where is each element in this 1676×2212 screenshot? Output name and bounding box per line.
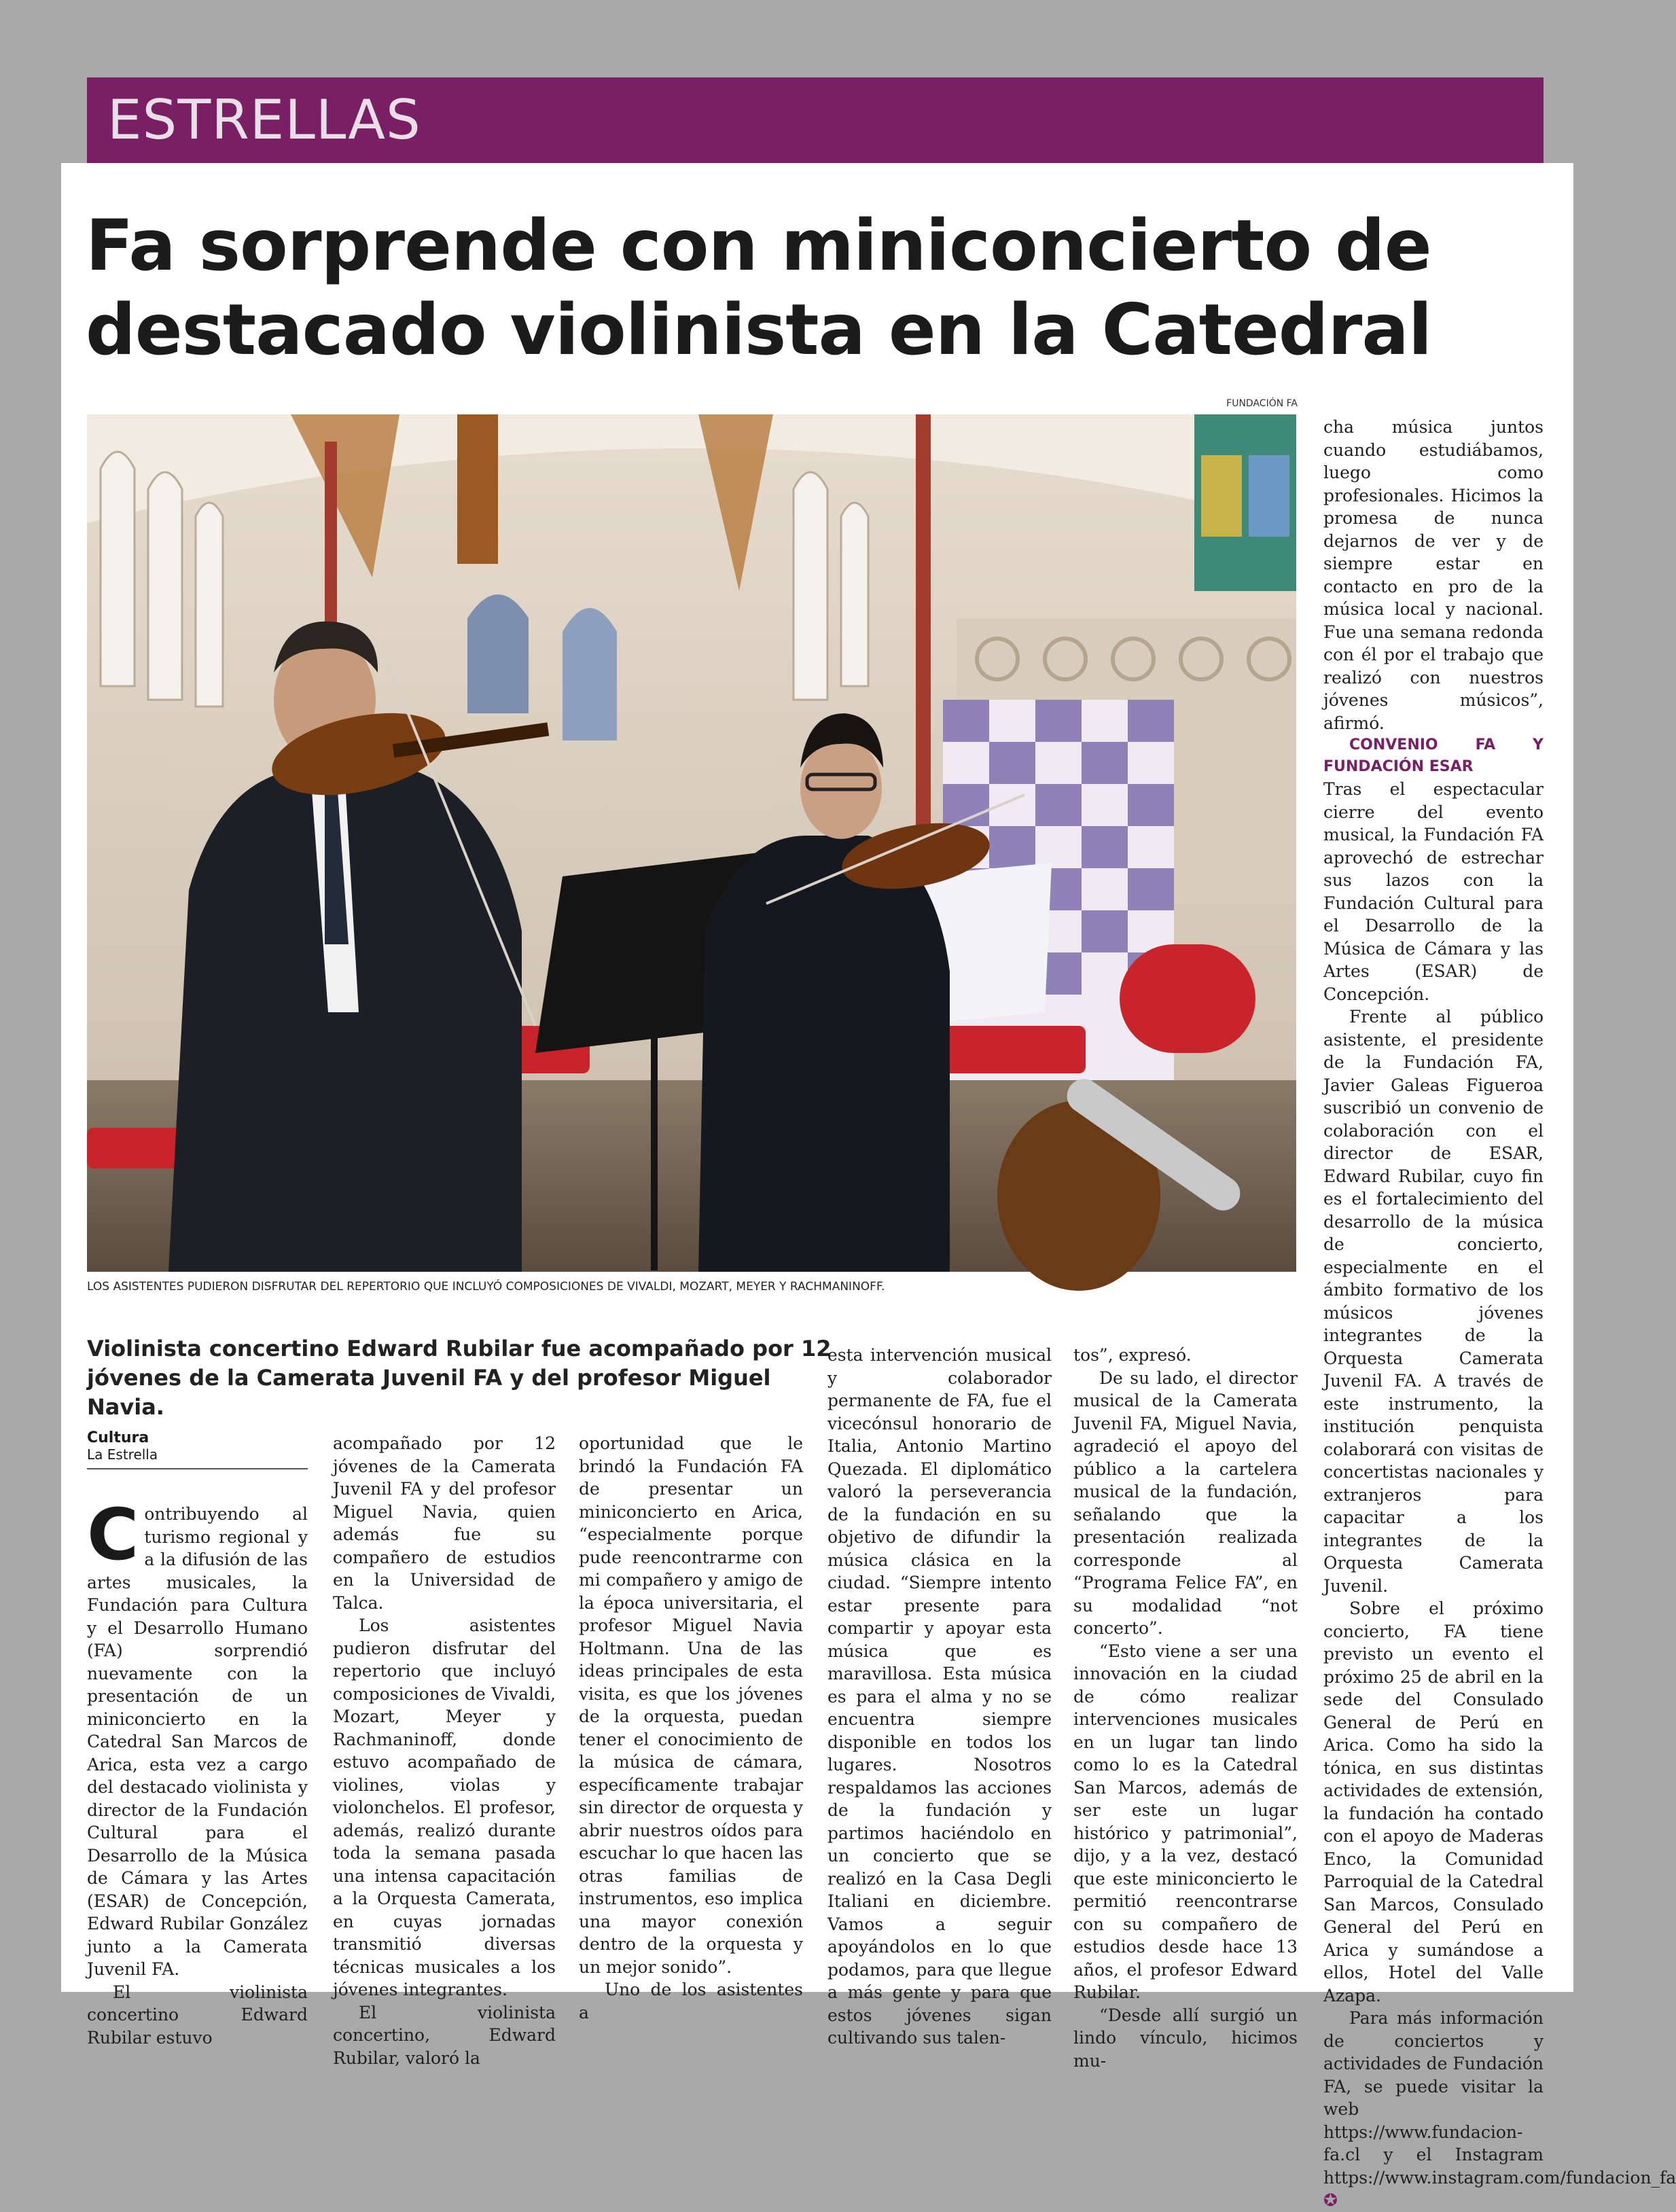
article-paragraph: El violinista concertino, Edward Rubilar, valoró la [333,2002,556,2068]
article-paragraph: Los asistentes pudieron disfrutar del repertorio que incluyó composiciones de Vivaldi, Mozart, Meyer y Rachmaninoff, donde estuvo acompañado de violines, violas y violonchelos. El profesor, además, realizó durante toda la semana pasada una intensa capacitación a la Orquesta Camerata, en cuyas jornadas transmitió diversas técnicas musicales a los jóvenes integrantes. [333,1616,556,1999]
article-column-3 [579,1432,803,2024]
photo-credit: FUNDACIÓN FA [1226,398,1298,409]
article-paragraph: Sobre el próximo concierto, FA tiene previsto un evento el próximo 25 de abril en la sede del Consulado General de Perú en Arica. Como ha sido la tónica, en sus distintas actividades de extensión, la fundación ha contado con el apoyo de Maderas Enco, la Comunidad Parroquial de la Catedral San Marcos, Consulado General del Perú en Arica y sumándose a ellos, Hotel del Valle Azapa. [1323,1599,1544,2005]
article-paragraph: Frente al público asistente, el presidente de la Fundación FA, Javier Galeas Figueroa suscribió un convenio de colaboración con el director de ESAR, Edward Rubilar, cuyo fin es el fortalecimiento del desarrollo de la música de concierto, especialmente en el ámbito formativo de los músicos jóvenes integrantes de la Orquesta Camerata Juvenil FA. A través de este instrumento, la institución penquista colaborará con visitas de concertistas nacionales y extranjeros para capacitar a los integrantes de la Orquesta Camerata Juvenil. [1323,1007,1544,1596]
article-paragraph: Contribuyendo al turismo regional y a la difusión de las artes musicales, la Fundación para Cultura y el Desarrollo Humano (FA) sorprendió nuevamente con la presentación de un miniconcierto en la Catedral San Marcos de Arica, esta vez a cargo del destacado violinista y director de la Fundación Cultural para el Desarrollo de la Música de Cámara y las Artes (ESAR) de Concepción, Edward Rubilar González junto a la Camerata Juvenil FA. [87,1493,308,1979]
article-paragraph: De su lado, el director musical de la Camerata Juvenil FA, Miguel Navia, agradeció el apoyo del público a la cartelera musical de la fundación, señalando que la presentación realizada corresponde al “Programa Felice FA”, en su modalidad “not concerto”. [1073,1368,1298,1638]
deck-subtitle: Violinista concertino Edward Rubilar fue acompañado por 12 jóvenes de la Camerata Juvenil FA y del profesor Miguel Navia. [87,1336,832,1420]
photo-caption: LOS ASISTENTES PUDIERON DISFRUTAR DEL REPERTORIO QUE INCLUYÓ COMPOSICIONES DE VIVALDI, MOZART, MEYER Y RACHMANINOFF. [87,1280,885,1294]
section-label: ESTRELLAS [107,88,421,151]
article-paragraph: tos”, expresó. [1073,1345,1192,1365]
end-mark-icon: ✪ [1323,2190,1338,2210]
byline [87,1429,308,1469]
article-column-2 [333,1432,556,2069]
section-bar [87,77,1544,163]
article-paragraph: Tras el espectacular cierre del evento musical, la Fundación FA aprovechó de estrechar sus lazos con la Fundación Cultural para el Desarrollo de la Música de Cámara y las Artes (ESAR) de Concepción. [1323,779,1544,1004]
article-paragraph: El violinista concertino Edward Rubilar estuvo [87,1982,308,2048]
article-column-5 [1073,1344,1298,2072]
concert-photo [87,414,1296,1272]
subhead-convenio: CONVENIO FA Y FUNDACIÓN ESAR [1323,736,1544,775]
article-paragraph: “Esto viene a ser una innovación en la ciudad de cómo realizar intervenciones musicales en un lugar tan lindo como lo es la Catedral San Marcos, además de ser este un lugar histórico y patrimonial”, dijo, y a la vez, destacó que este miniconcierto le permitió reencontrarse con su compañero de estudios desde hace 13 años, el profesor Edward Rubilar. [1073,1641,1298,2002]
article-paragraph: esta intervención musical y colaborador permanente de FA, fue el vicecónsul honorario de Italia, Antonio Martino Quezada. El diplomático valoró la perseverancia de la fundación en su objetivo de difundir la música clásica en la ciudad. “Siempre intento estar presente para compartir y apoyar esta música que es maravillosa. Esta música es para el alma y no se encuentra siempre disponible en todos los lugares. Nosotros respaldamos las acciones de la fundación y partimos haciéndolo en un concierto que se realizó en la Casa Degli Italiani en diciembre. Vamos a seguir apoyándolos en lo que podamos, para que llegue a más gente y para que estos jóvenes sigan cultivando sus talen- [827,1345,1052,2048]
headline: Fa sorprende con miniconcierto de destacado violinista en la Catedral [86,205,1432,371]
article-column-6 [1323,416,1676,2212]
byline-paper: La Estrella [87,1446,158,1463]
article-paragraph: Para más información de conciertos y actividades de Fundación FA, se puede visitar la web https://www.fundacion-fa.cl y el Instagram https://www.instagram.com/fundacion_fa ✪ [1323,2008,1676,2210]
article-column-1 [87,1493,308,2049]
article-paragraph: cha música juntos cuando estudiábamos, luego como profesionales. Hicimos la promesa de nunca dejarnos de ver y de siempre estar en contacto en pro de la música local y nacional. Fue una semana redonda con él por el trabajo que realizó con nuestros jóvenes músicos”, afirmó. [1323,417,1544,733]
article-paragraph: oportunidad que le brindó la Fundación FA de presentar un miniconcierto en Arica, “especialmente porque pude reencontrarme con mi compañero y amigo de la época universitaria, el profesor Miguel Navia Holtmann. Una de las ideas principales de esta visita, es que los jóvenes de la orquesta, puedan tener el conocimiento de la música de cámara, específicamente trabajar sin director de orquesta y abrir nuestros oídos para escuchar lo que hacen las otras familias de instrumentos, eso implica una mayor conexión dentro de la orquesta y un mejor sonido”. [579,1433,803,1977]
byline-section: Cultura [87,1429,149,1446]
article-paragraph: “Desde allí surgió un lindo vínculo, hicimos mu- [1073,2005,1298,2071]
drop-cap: C [87,1493,139,1576]
article-paragraph: acompañado por 12 jóvenes de la Camerata Juvenil FA y del profesor Miguel Navia, quien además fue su compañero de estudios en la Universidad de Talca. [333,1433,556,1613]
article-paragraph: Uno de los asistentes a [579,1980,803,2022]
article-column-4 [827,1344,1052,2050]
